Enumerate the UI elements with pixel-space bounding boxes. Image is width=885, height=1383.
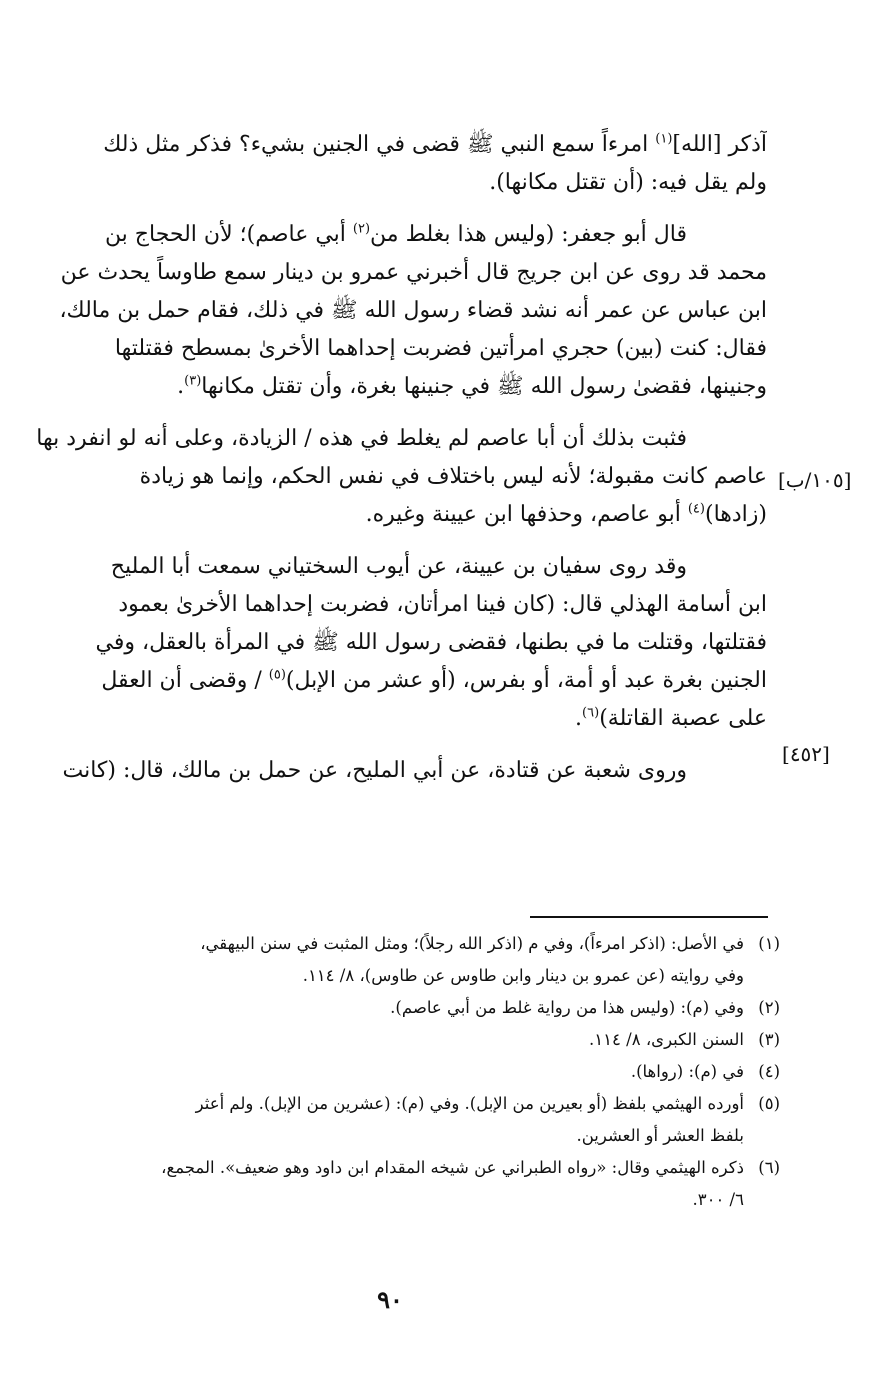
text-line-2: ولم يقل فيه: (أن تقتل مكانها). xyxy=(489,170,767,195)
text-line-11: وقد روى سفيان بن عيينة، عن أيوب السختياني سمعت أبا المليح xyxy=(110,554,687,579)
text-line-15: على عصبة القاتلة)$^{(٦)}$. xyxy=(575,705,767,731)
footnote-6: (٦)ذكره الهيثمي وقال: «رواه الطبراني عن شيخه المقدام ابن داود وهو ضعيف». المجمع، xyxy=(22,1152,780,1184)
footnote-number: (٣) xyxy=(758,1030,780,1049)
text-line-16: وروى شعبة عن قتادة، عن أبي المليح، عن حمل بن مالك، قال: (كانت xyxy=(62,758,687,783)
text-line-4: محمد قد روى عن ابن جريج قال أخبرني عمرو بن دينار سمع طاوساً يحدث عن xyxy=(60,260,767,285)
text-line-13: فقتلتها، وقتلت ما في بطنها، فقضى رسول الله ﷺ في المرأة بالعقل، وفي xyxy=(95,630,767,655)
text-line-10: (زادها)$^{(٤)}$ أبو عاصم، وحذفها ابن عيينة وغيره. xyxy=(365,501,767,527)
footnote-ref-3[interactable]: (٣) xyxy=(184,373,202,389)
footnote-number: (٦) xyxy=(758,1158,780,1177)
footnote-4: (٤)في (م): (رواها). xyxy=(22,1056,780,1088)
text-line-12: ابن أسامة الهذلي قال: (كان فينا امرأتان، فضربت إحداهما الأخرىٰ بعمود xyxy=(118,592,767,617)
page-number: ٩٠ xyxy=(377,1285,403,1314)
footnote-1: (١)في الأصل: (اذكر امرءاً)، وفي م (اذكر الله رجلاً)؛ ومثل المثبت في سنن البيهقي، xyxy=(22,928,780,960)
text-line-7: وجنينها، فقضىٰ رسول الله ﷺ في جنينها بغرة، وأن تقتل مكانها$^{(٣)}$. xyxy=(177,373,767,399)
footnote-ref-6[interactable]: (٦) xyxy=(582,705,600,721)
footnote-number: (٢) xyxy=(758,998,780,1017)
folio-marker: [١٠٥/ب] xyxy=(778,468,852,492)
footnote-ref-5[interactable]: (٥) xyxy=(268,667,286,683)
footnote-separator xyxy=(530,916,768,918)
footnote-ref-1[interactable]: (١) xyxy=(655,131,673,147)
footnote-ref-4[interactable]: (٤) xyxy=(687,501,705,517)
footnote-6-cont: ٦/ ٣٠٠. xyxy=(692,1190,744,1209)
footnote-5: (٥)أورده الهيثمي بلفظ (أو بعيرين من الإبل). وفي (م): (عشرين من الإبل). ولم أعثر xyxy=(22,1088,780,1120)
text-line-6: فقال: كنت (بين) حجري امرأتين فضربت إحداهما الأخرىٰ بمسطح فقتلتها xyxy=(114,336,767,361)
footnote-2: (٢)وفي (م): (وليس هذا من رواية غلط من أبي عاصم). xyxy=(22,992,780,1024)
text-line-1: آذكر [الله]$^{(١)}$ امرءاً سمع النبي ﷺ قضى في الجنين بشيء؟ فذكر مثل ذلك xyxy=(103,131,767,157)
main-text xyxy=(22,126,767,790)
footnotes xyxy=(22,928,780,1216)
text-line-3: قال أبو جعفر: (وليس هذا بغلط من$^{(٢)}$ أبي عاصم)؛ لأن الحجاج بن xyxy=(104,221,687,247)
footnote-number: (٥) xyxy=(758,1094,780,1113)
footnote-1-cont: وفي روايته (عن عمرو بن دينار وابن طاوس عن طاوس)، ٨/ ١١٤. xyxy=(302,966,744,985)
text-line-9: عاصم كانت مقبولة؛ لأنه ليس باختلاف في نفس الحكم، وإنما هو زيادة xyxy=(139,464,767,489)
footnote-3: (٣)السنن الكبرى، ٨/ ١١٤. xyxy=(22,1024,780,1056)
footnote-number: (٤) xyxy=(758,1062,780,1081)
text-line-14: الجنين بغرة عبد أو أمة، أو بفرس، (أو عشر من الإبل)$^{(٥)}$ / وقضى أن العقل xyxy=(101,667,767,693)
footnote-number: (١) xyxy=(758,934,780,953)
footnote-ref-2[interactable]: (٢) xyxy=(352,221,371,237)
text-line-8: فثبت بذلك أن أبا عاصم لم يغلط في هذه / الزيادة، وعلى أنه لو انفرد بها xyxy=(36,426,687,451)
page-ref-marker: [٤٥٢] xyxy=(782,742,830,766)
text-line-5: ابن عباس عن عمر أنه نشد قضاء رسول الله ﷺ في ذلك، فقام حمل بن مالك، xyxy=(59,298,767,323)
footnote-5-cont: بلفظ العشر أو العشرين. xyxy=(576,1126,744,1145)
